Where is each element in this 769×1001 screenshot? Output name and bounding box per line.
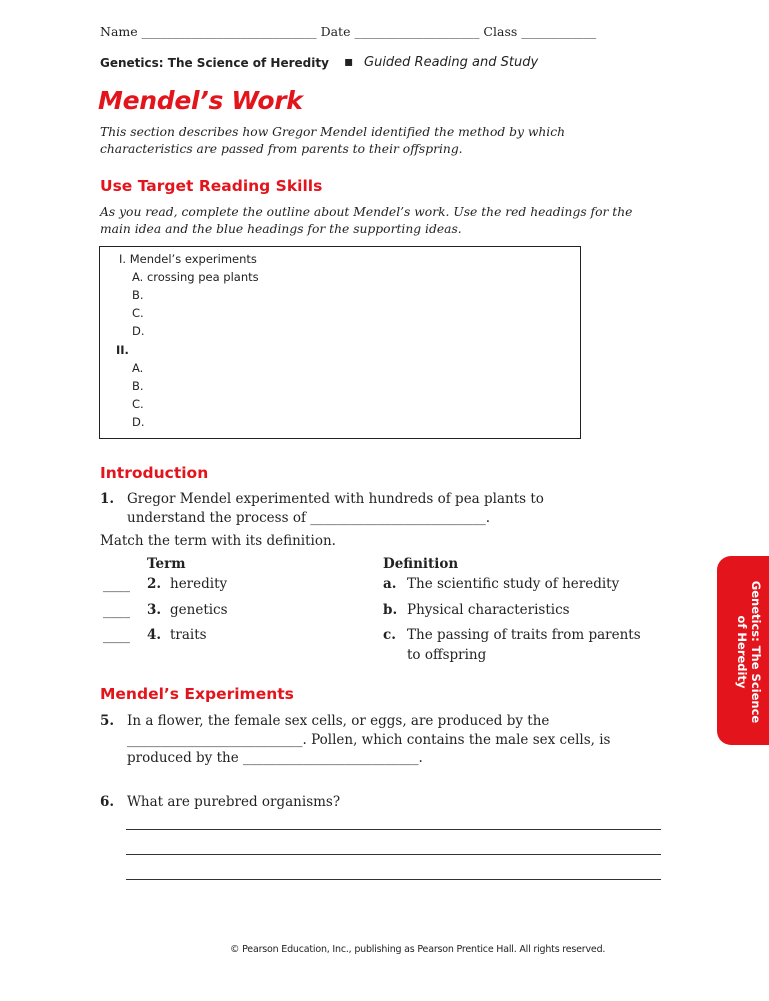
question-1-line-1: Gregor Mendel experimented with hundreds of pea plants to [127, 491, 544, 507]
side-tab-line-1: Genetics: The Science [749, 580, 763, 724]
outline-2a: A. [132, 361, 144, 375]
answer-line-1[interactable] [126, 829, 661, 830]
answer-blank-4[interactable]: ____ [103, 628, 130, 644]
term-column-header: Term [147, 556, 186, 572]
answer-blank-2[interactable]: ____ [103, 577, 130, 593]
skills-line-2: main idea and the blue headings for the supporting ideas. [100, 222, 462, 236]
chapter-title: Genetics: The Science of Heredity [100, 56, 329, 70]
skills-instructions [100, 204, 640, 238]
outline-1a: A. crossing pea plants [132, 270, 259, 284]
question-5-line-2: __________________________. Pollen, which contains the male sex cells, is [127, 732, 611, 748]
term-4: traits [170, 627, 207, 643]
term-2: heredity [170, 576, 228, 592]
outline-1c: C. [132, 306, 144, 320]
outline-main-1: I. Mendel’s experiments [119, 252, 257, 266]
question-5-number: 5. [100, 713, 115, 729]
name-date-class-line: Name ____________________________ Date ____________________ Class ____________ [100, 24, 597, 39]
answer-line-2[interactable] [126, 854, 661, 855]
definition-b: Physical characteristics [407, 602, 570, 618]
description-line-1: This section describes how Gregor Mendel identified the method by which [100, 125, 566, 139]
term-4-number: 4. [147, 627, 162, 643]
outline-2d: D. [132, 415, 145, 429]
definition-a: The scientific study of heredity [407, 576, 620, 592]
definition-a-letter: a. [383, 576, 397, 592]
outline-2c: C. [132, 397, 144, 411]
experiments-heading: Mendel’s Experiments [100, 685, 294, 703]
question-6-number: 6. [100, 794, 115, 810]
definition-column-header: Definition [383, 556, 459, 572]
outline-main-2: II. [116, 343, 129, 357]
header-bullet: ▪ [344, 54, 354, 70]
introduction-heading: Introduction [100, 464, 209, 482]
definition-c-line-1: The passing of traits from parents [407, 627, 641, 643]
side-tab-line-2: of Heredity [735, 615, 749, 689]
question-6-text: What are purebred organisms? [127, 794, 341, 810]
outline-1b: B. [132, 288, 144, 302]
match-instruction: Match the term with its definition. [100, 533, 336, 549]
definition-c-letter: c. [383, 627, 396, 643]
side-tab-label [735, 572, 763, 732]
question-1-line-2: understand the process of __________________________. [127, 510, 491, 526]
page-title: Mendel’s Work [98, 86, 303, 115]
section-description [100, 124, 620, 158]
question-5-line-3: produced by the __________________________. [127, 750, 423, 766]
outline-box [99, 246, 581, 439]
outline-2b: B. [132, 379, 144, 393]
answer-line-3[interactable] [126, 879, 661, 880]
definition-c-line-2: to offspring [407, 647, 487, 663]
term-3: genetics [170, 602, 228, 618]
term-2-number: 2. [147, 576, 162, 592]
question-1-number: 1. [100, 491, 115, 507]
question-5-line-1: In a flower, the female sex cells, or eggs, are produced by the [127, 713, 550, 729]
copyright-footer: © Pearson Education, Inc., publishing as Pearson Prentice Hall. All rights reserved. [230, 944, 606, 955]
skills-line-1: As you read, complete the outline about Mendel’s work. Use the red headings for the [100, 205, 633, 219]
definition-b-letter: b. [383, 602, 398, 618]
skills-heading: Use Target Reading Skills [100, 177, 323, 195]
outline-1d: D. [132, 324, 145, 338]
answer-blank-3[interactable]: ____ [103, 603, 130, 619]
description-line-2: characteristics are passed from parents to their offspring. [100, 142, 463, 156]
guide-subtitle: Guided Reading and Study [364, 55, 539, 70]
term-3-number: 3. [147, 602, 162, 618]
chapter-side-tab [717, 556, 769, 745]
